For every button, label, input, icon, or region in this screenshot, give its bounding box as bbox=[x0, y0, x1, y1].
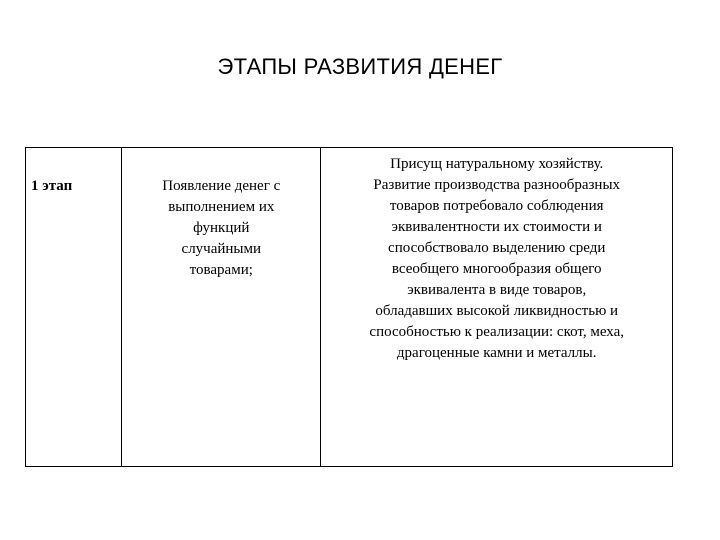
description-line: способствовало выделению среди bbox=[388, 240, 606, 256]
appearance-line: выполнением их bbox=[168, 199, 275, 215]
description-line: Развитие производства разнообразных bbox=[373, 177, 621, 193]
description-text bbox=[321, 148, 672, 364]
description-line: способностью к реализации: скот, меха, bbox=[369, 324, 625, 340]
description-line: эквивалента в виде товаров, bbox=[407, 282, 587, 298]
stages-table bbox=[25, 147, 673, 467]
appearance-line: случайными bbox=[181, 241, 262, 257]
description-line: всеобщего многообразия общего bbox=[391, 261, 602, 277]
appearance-line: товарами; bbox=[189, 262, 253, 278]
description-cell bbox=[321, 148, 673, 467]
appearance-line: Появление денег с bbox=[162, 178, 281, 194]
appearance-text bbox=[122, 148, 320, 281]
stage-label: 1 этап bbox=[31, 178, 73, 194]
stage-cell bbox=[26, 148, 122, 467]
appearance-line: функций bbox=[193, 220, 250, 236]
table-row bbox=[26, 148, 673, 467]
description-line: Присущ натуральному хозяйству. bbox=[390, 156, 604, 172]
appearance-cell bbox=[122, 148, 321, 467]
description-line: драгоценные камни и металлы. bbox=[396, 345, 597, 361]
page-title: ЭТАПЫ РАЗВИТИЯ ДЕНЕГ bbox=[217, 54, 503, 79]
description-line: товаров потребовало соблюдения bbox=[389, 198, 604, 214]
description-line: обладавших высокой ликвидностью и bbox=[375, 303, 619, 319]
description-line: эквивалентности их стоимости и bbox=[391, 219, 602, 235]
